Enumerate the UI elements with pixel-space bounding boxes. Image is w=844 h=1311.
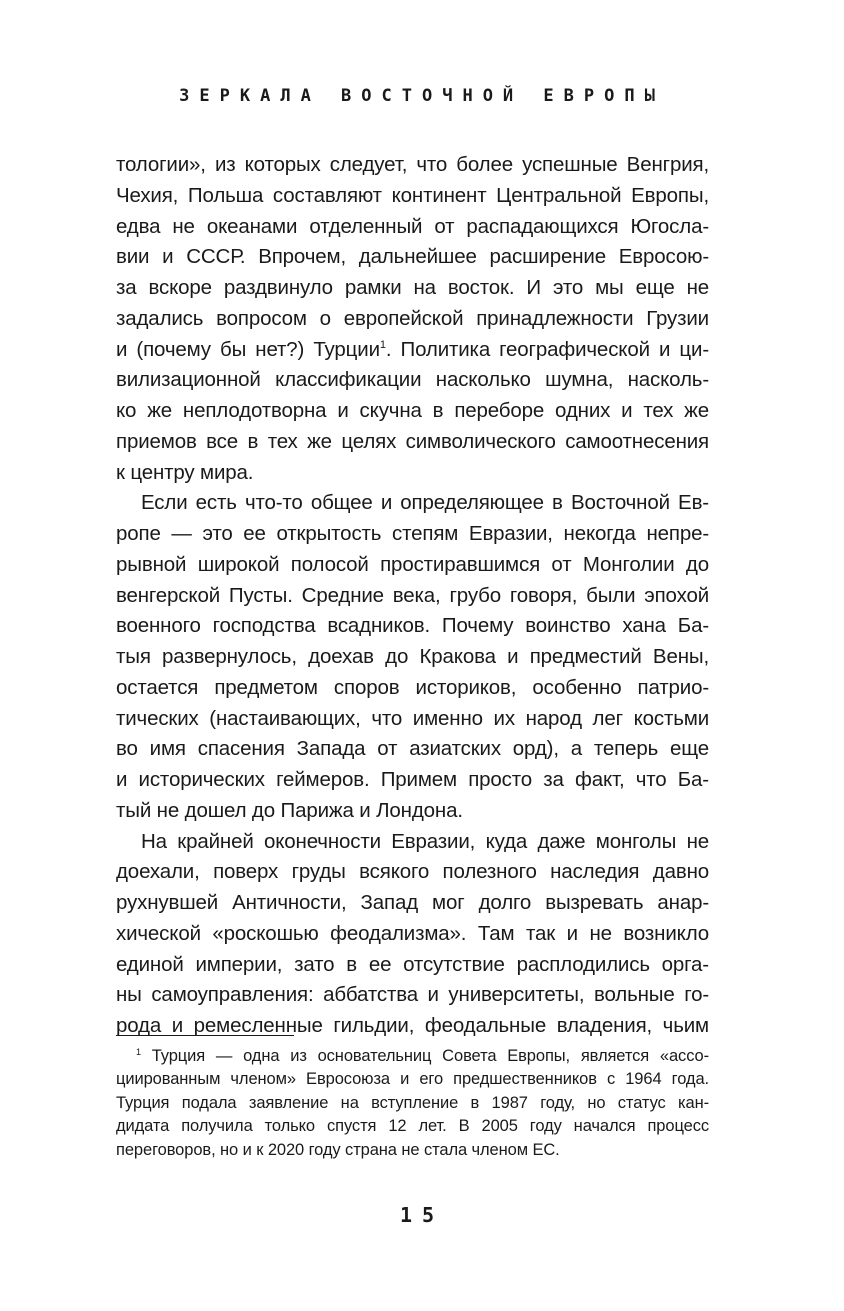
text-line: приемов все в тех же целях символического самоотнесения: [116, 429, 709, 453]
body-text: [116, 150, 709, 1042]
page-number: 15: [399, 1203, 445, 1227]
footnote-line: Турция подала заявление на вступление в 1987 году, но статус кан-: [116, 1093, 709, 1112]
text-fragment: и (почему бы нет?) Турции: [116, 337, 380, 361]
footnote-line: дидата получила только спустя 12 лет. В 2005 году начался процесс: [116, 1117, 709, 1136]
footnote-marker: 1: [136, 1047, 141, 1057]
text-line: едва не океанами отделенный от распадающихся Югосла-: [116, 214, 709, 238]
text-line: единой империи, зато в ее отсутствие расплодились орга-: [116, 952, 709, 976]
text-line: вилизационной классификации насколько шумна, насколь-: [116, 368, 709, 392]
text-line: рухнувшей Античности, Запад мог долго вызревать анар-: [116, 891, 709, 914]
text-line: тый не дошел до Парижа и Лондона.: [116, 798, 463, 822]
text-line: венгерской Пусты. Средние века, грубо говоря, были эпохой: [116, 583, 709, 607]
footnote-text: Турция — одна из основательниц Совета Европы, является «ассо-: [140, 1047, 709, 1065]
footnote-line: [116, 1045, 709, 1068]
text-line: остается предметом споров историков, особенно патрио-: [116, 675, 709, 699]
text-line: ропе — это ее открытость степям Евразии, некогда непре-: [116, 522, 709, 545]
text-line: за вскоре раздвинуло рамки на восток. И это мы еще не: [116, 276, 709, 299]
footnote-line: циированным членом» Евросоюза и его предшественников с 1964 года.: [116, 1070, 709, 1089]
text-line: доехали, поверх груды всякого полезного наследия давно: [116, 860, 709, 884]
text-line: рода и ремесленные гильдии, феодальные владения, чьим: [116, 1014, 709, 1037]
footnote-line: переговоров, но и к 2020 году страна не стала членом ЕС.: [116, 1140, 560, 1159]
text-line: Если есть что-то общее и определяющее в Восточной Ев-: [141, 491, 709, 515]
text-line: задались вопросом о европейской принадлежности Грузии: [116, 306, 709, 330]
text-line: На крайней оконечности Евразии, куда даже монголы не: [141, 829, 709, 853]
text-fragment: . Политика географической и ци-: [385, 337, 709, 361]
text-line: рывной широкой полосой простиравшимся от Монголии до: [116, 552, 709, 576]
footnote: [116, 1045, 709, 1162]
text-line: во имя спасения Запада от азиатских орд), а теперь еще: [116, 737, 709, 761]
text-line: тыя развернулось, доехав до Кракова и предместий Вены,: [116, 645, 709, 668]
text-line: и исторических геймеров. Примем просто за факт, что Ба-: [116, 768, 709, 791]
footnote-ref: 1: [379, 338, 386, 351]
text-line: к центру мира.: [116, 460, 254, 484]
text-line-with-footnote-ref: [116, 335, 709, 366]
text-line: ны самоуправления: аббатства и университеты, вольные го-: [116, 983, 709, 1007]
text-line: военного господства всадников. Почему воинство хана Ба-: [116, 614, 709, 638]
footnote-divider: [116, 1035, 294, 1036]
running-head: ЗЕРКАЛА ВОСТОЧНОЙ ЕВРОПЫ: [179, 86, 665, 106]
text-line: хической «роскошью феодализма». Там так и не возникло: [116, 921, 709, 945]
text-line: тологии», из которых следует, что более успешные Венгрия,: [116, 153, 709, 176]
text-line: ко же неплодотворна и скучна в переборе одних и тех же: [116, 399, 709, 422]
text-line: тических (настаивающих, что именно их народ лег костьми: [116, 706, 709, 730]
text-line: вии и СССР. Впрочем, дальнейшее расширение Евросою-: [116, 245, 709, 269]
text-line: Чехия, Польша составляют континент Центральной Европы,: [116, 183, 709, 207]
